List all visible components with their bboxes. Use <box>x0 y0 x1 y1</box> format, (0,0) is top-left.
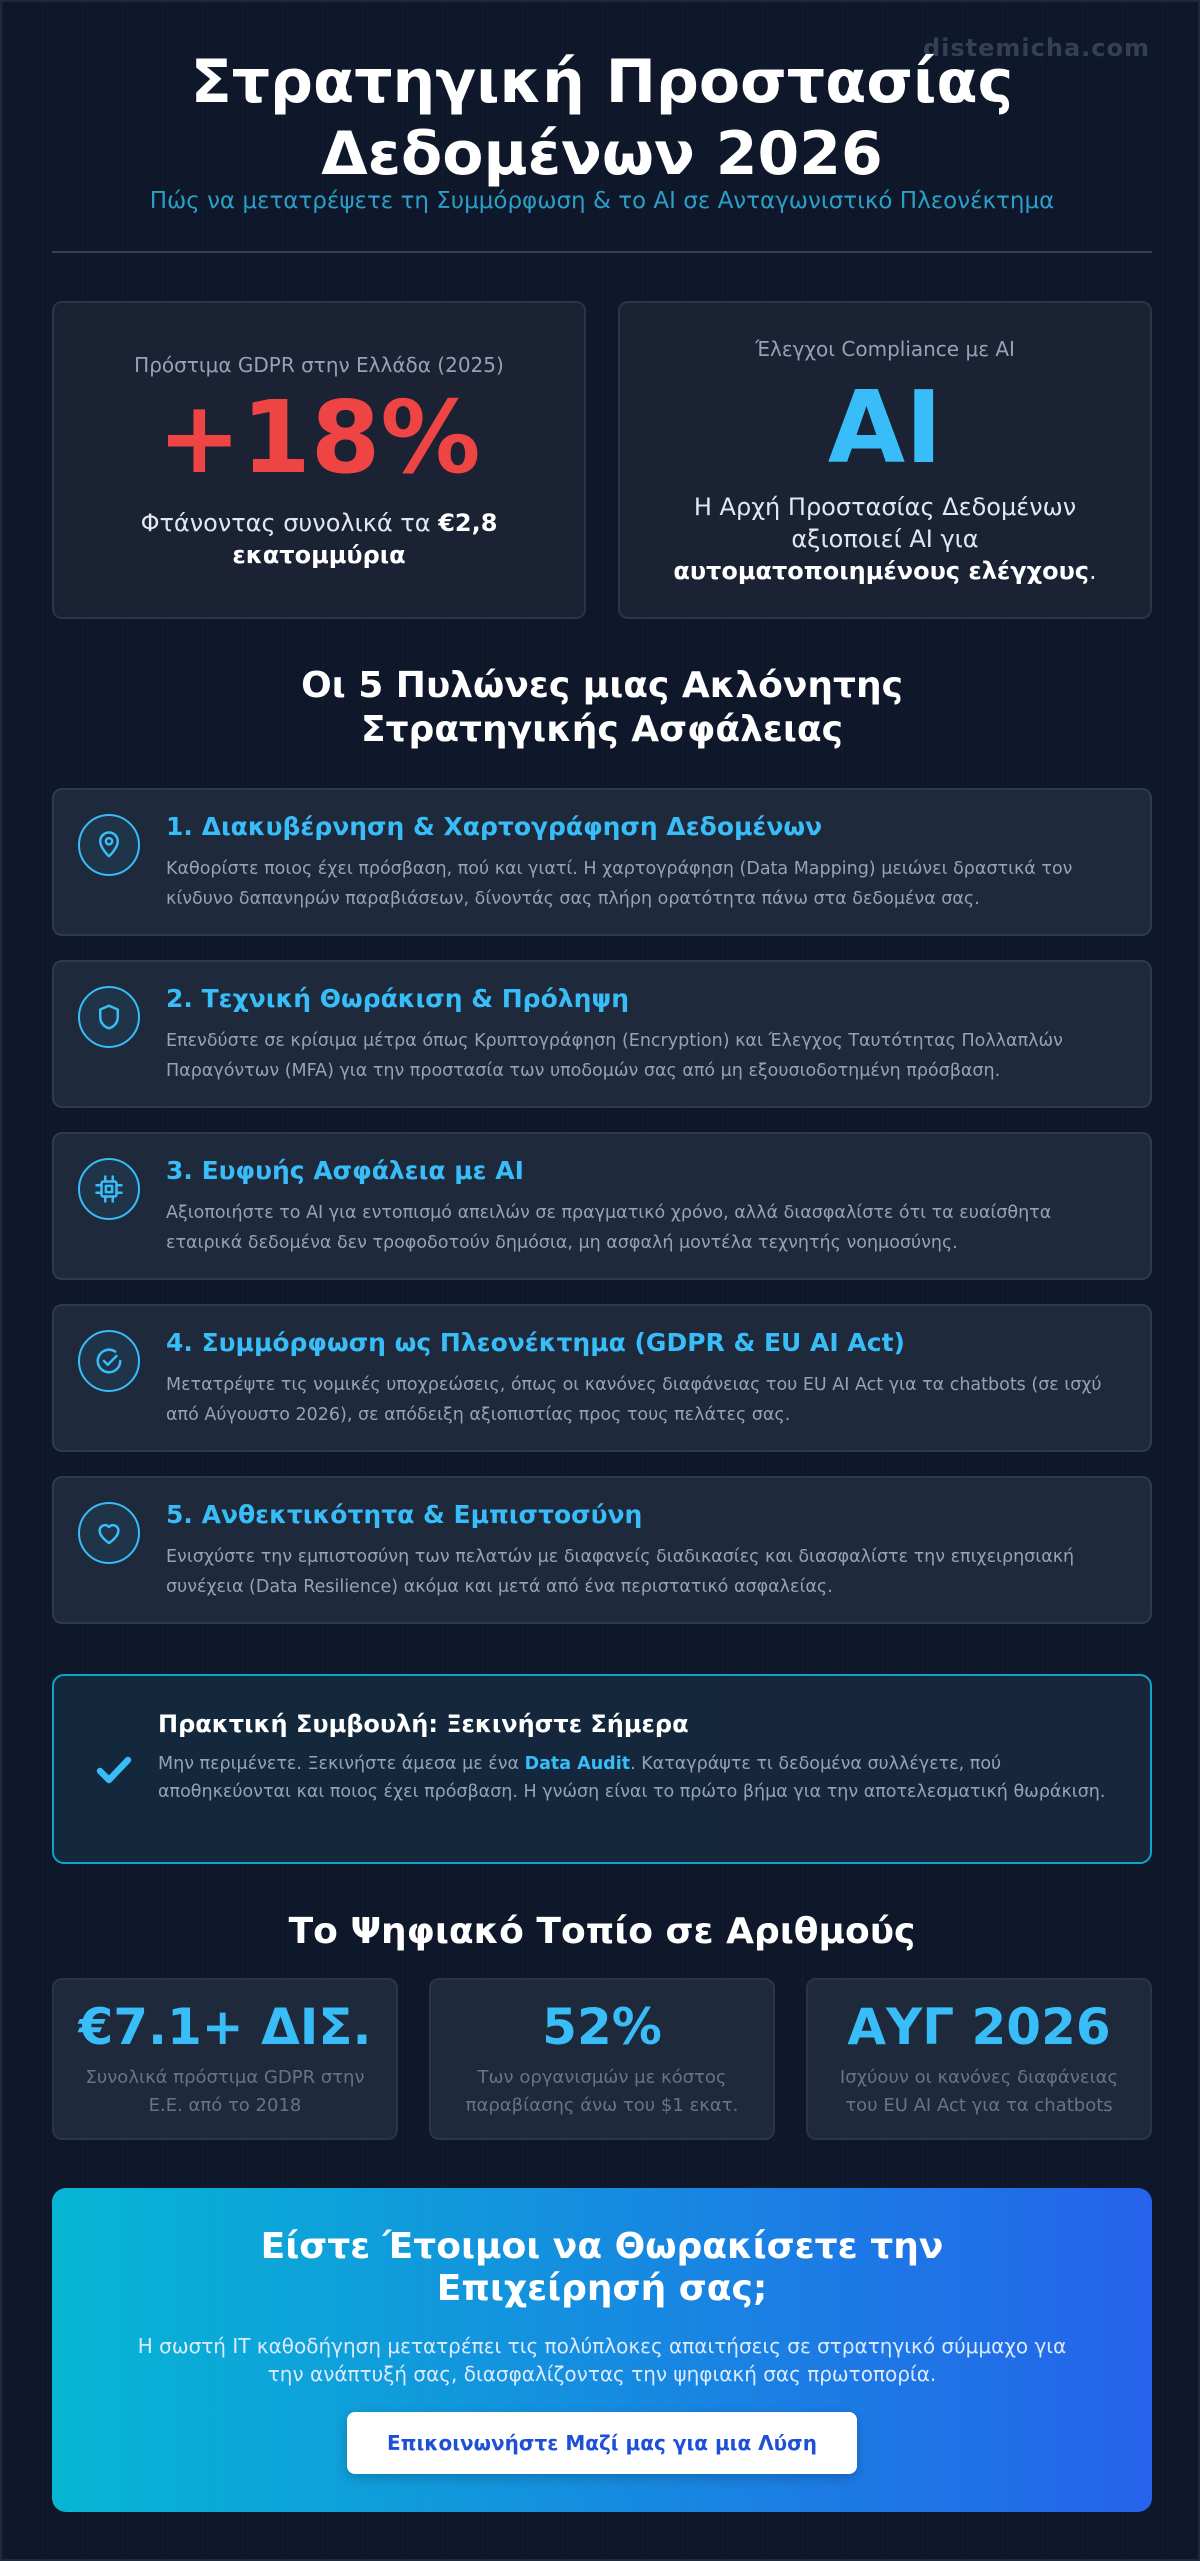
tip-text <box>158 1750 1118 1806</box>
check-circle-icon <box>78 1330 140 1392</box>
pillar-title-4: 4. Συμμόρφωση ως Πλεονέκτημα (GDPR & EU AI Act) <box>166 1328 905 1357</box>
number-card-2 <box>429 1978 775 2140</box>
pillar-card-4 <box>52 1304 1152 1452</box>
numbers-section-title: Το Ψηφιακό Τοπίο σε Αριθμούς <box>288 1911 916 1952</box>
pillar-card-5 <box>52 1476 1152 1624</box>
pillar-text-1: Καθορίστε ποιος έχει πρόσβαση, πού και γιατί. Η χαρτογράφηση (Data Mapping) μειώνει δραστικά τον κίνδυνο δαπανηρών παραβιάσεων, δίνοντάς σας πλήρη ορατότητα πάνω στα δεδομένα σας. <box>166 859 1073 909</box>
number-desc-2: Των οργανισμών με κόστος παραβίασης άνω του $1 εκατ. <box>465 2067 739 2116</box>
heart-icon <box>78 1502 140 1564</box>
map-pin-icon <box>78 814 140 876</box>
fines-desc-amount: €2,8 εκατομμύρια <box>232 509 498 569</box>
fines-stat-card <box>52 301 586 619</box>
ai-desc-text: Η Αρχή Προστασίας Δεδομένων αξιοποιεί AI για <box>693 493 1077 553</box>
checkmark-icon <box>90 1746 138 1794</box>
ai-stat-label: Έλεγχοι Compliance με AI <box>755 337 1015 361</box>
tip-text-start: Μην περιμένετε. Ξεκινήστε άμεσα με ένα <box>158 1754 525 1774</box>
page-title <box>2 46 1200 190</box>
fines-desc-text: Φτάνοντας συνολικά τα <box>140 509 439 537</box>
shield-icon <box>78 986 140 1048</box>
contact-button[interactable]: Επικοινωνήστε Μαζί μας για μια Λύση <box>347 2412 857 2474</box>
ai-desc-bold: αυτοματοποιημένους ελέγχους <box>673 557 1090 585</box>
pillar-text-5: Ενισχύστε την εμπιστοσύνη των πελατών με διαφανείς διαδικασίες και διασφαλίστε την επιχειρησιακή συνέχεια (Data Resilience) ακόμα και μετά από ένα περιστατικό ασφαλείας. <box>166 1547 1075 1597</box>
number-card-1 <box>52 1978 398 2140</box>
number-value-3: ΑΥΓ 2026 <box>847 1998 1111 2056</box>
pillar-title-5: 5. Ανθεκτικότητα & Εμπιστοσύνη <box>166 1500 643 1529</box>
ai-stat-card <box>618 301 1152 619</box>
number-desc-1: Συνολικά πρόστιμα GDPR στην Ε.Ε. από το 2018 <box>85 2067 365 2116</box>
number-value-2: 52% <box>542 1998 662 2056</box>
page-subtitle: Πώς να μετατρέψετε τη Συμμόρφωση & το AI σε Ανταγωνιστικό Πλεονέκτημα <box>149 188 1055 214</box>
pillars-section-title: Οι 5 Πυλώνες μιας Ακλόνητης Στρατηγικής Ασφάλειας <box>301 665 903 750</box>
tip-title: Πρακτική Συμβουλή: Ξεκινήστε Σήμερα <box>158 1710 689 1738</box>
header-divider <box>52 251 1152 253</box>
pillar-card-3 <box>52 1132 1152 1280</box>
pillar-title-2: 2. Τεχνική Θωράκιση & Πρόληψη <box>166 984 630 1013</box>
tip-text-highlight: Data Audit <box>524 1754 631 1774</box>
pillar-card-1 <box>52 788 1152 936</box>
number-value-1: €7.1+ ΔΙΣ. <box>78 1998 372 2056</box>
page-title-line-1: Στρατηγική Προστασίας <box>190 47 1014 117</box>
ai-stat-description <box>660 491 1110 587</box>
ai-stat-value: AI <box>827 369 943 486</box>
pillar-text-4: Μετατρέψτε τις νομικές υποχρεώσεις, όπως οι κανόνες διαφάνειας του EU AI Act για τα chatbots (σε ισχύ από Αύγουστο 2026), σε απόδειξη αξιοπιστίας προς τους πελάτες σας. <box>166 1375 1102 1425</box>
pillar-title-1: 1. Διακυβέρνηση & Χαρτογράφηση Δεδομένων <box>166 812 823 841</box>
fines-stat-value: +18% <box>157 379 481 496</box>
number-card-3 <box>806 1978 1152 2140</box>
fines-stat-label: Πρόστιμα GDPR στην Ελλάδα (2025) <box>134 353 504 377</box>
practical-tip-box <box>52 1674 1152 1864</box>
cta-panel <box>52 2188 1152 2512</box>
pillar-card-2 <box>52 960 1152 1108</box>
cta-title: Είστε Έτοιμοι να Θωρακίσετε την Επιχείρησή σας; <box>260 2226 944 2309</box>
ai-desc-end: . <box>1089 557 1097 585</box>
pillar-text-2: Επενδύστε σε κρίσιμα μέτρα όπως Κρυπτογράφηση (Encryption) και Έλεγχος Ταυτότητας Πολλαπλών Παραγόντων (MFA) για την προστασία των υποδομών σας από μη εξουσιοδοτημένη πρόσβαση. <box>166 1031 1063 1081</box>
pillar-text-3: Αξιοποιήστε το AI για εντοπισμό απειλών σε πραγματικό χρόνο, αλλά διασφαλίστε ότι τα ευαίσθητα εταιρικά δεδομένα δεν τροφοδοτούν δημόσια, μη ασφαλή μοντέλα τεχνητής νοημοσύνης. <box>166 1203 1052 1253</box>
watermark: distemicha.com <box>922 34 1150 62</box>
number-desc-3: Ισχύουν οι κανόνες διαφάνειας του EU AI Act για τα chatbots <box>839 2067 1119 2116</box>
chip-icon <box>78 1158 140 1220</box>
tip-text-end: . Καταγράψτε τι δεδομένα συλλέγετε, πού αποθηκεύονται και ποιος έχει πρόσβαση. Η γνώση είναι το πρώτο βήμα για την αποτελεσματική θωράκιση. <box>158 1754 1106 1802</box>
pillar-title-3: 3. Ευφυής Ασφάλεια με AI <box>166 1156 524 1185</box>
cta-text: Η σωστή IT καθοδήγηση μετατρέπει τις πολύπλοκες απαιτήσεις σε στρατηγικό σύμμαχο για την ανάπτυξή σας, διασφαλίζοντας την ψηφιακή σας πρωτοπορία. <box>137 2334 1067 2386</box>
fines-stat-description <box>94 507 544 571</box>
page-title-line-2: Δεδομένων 2026 <box>321 119 883 189</box>
